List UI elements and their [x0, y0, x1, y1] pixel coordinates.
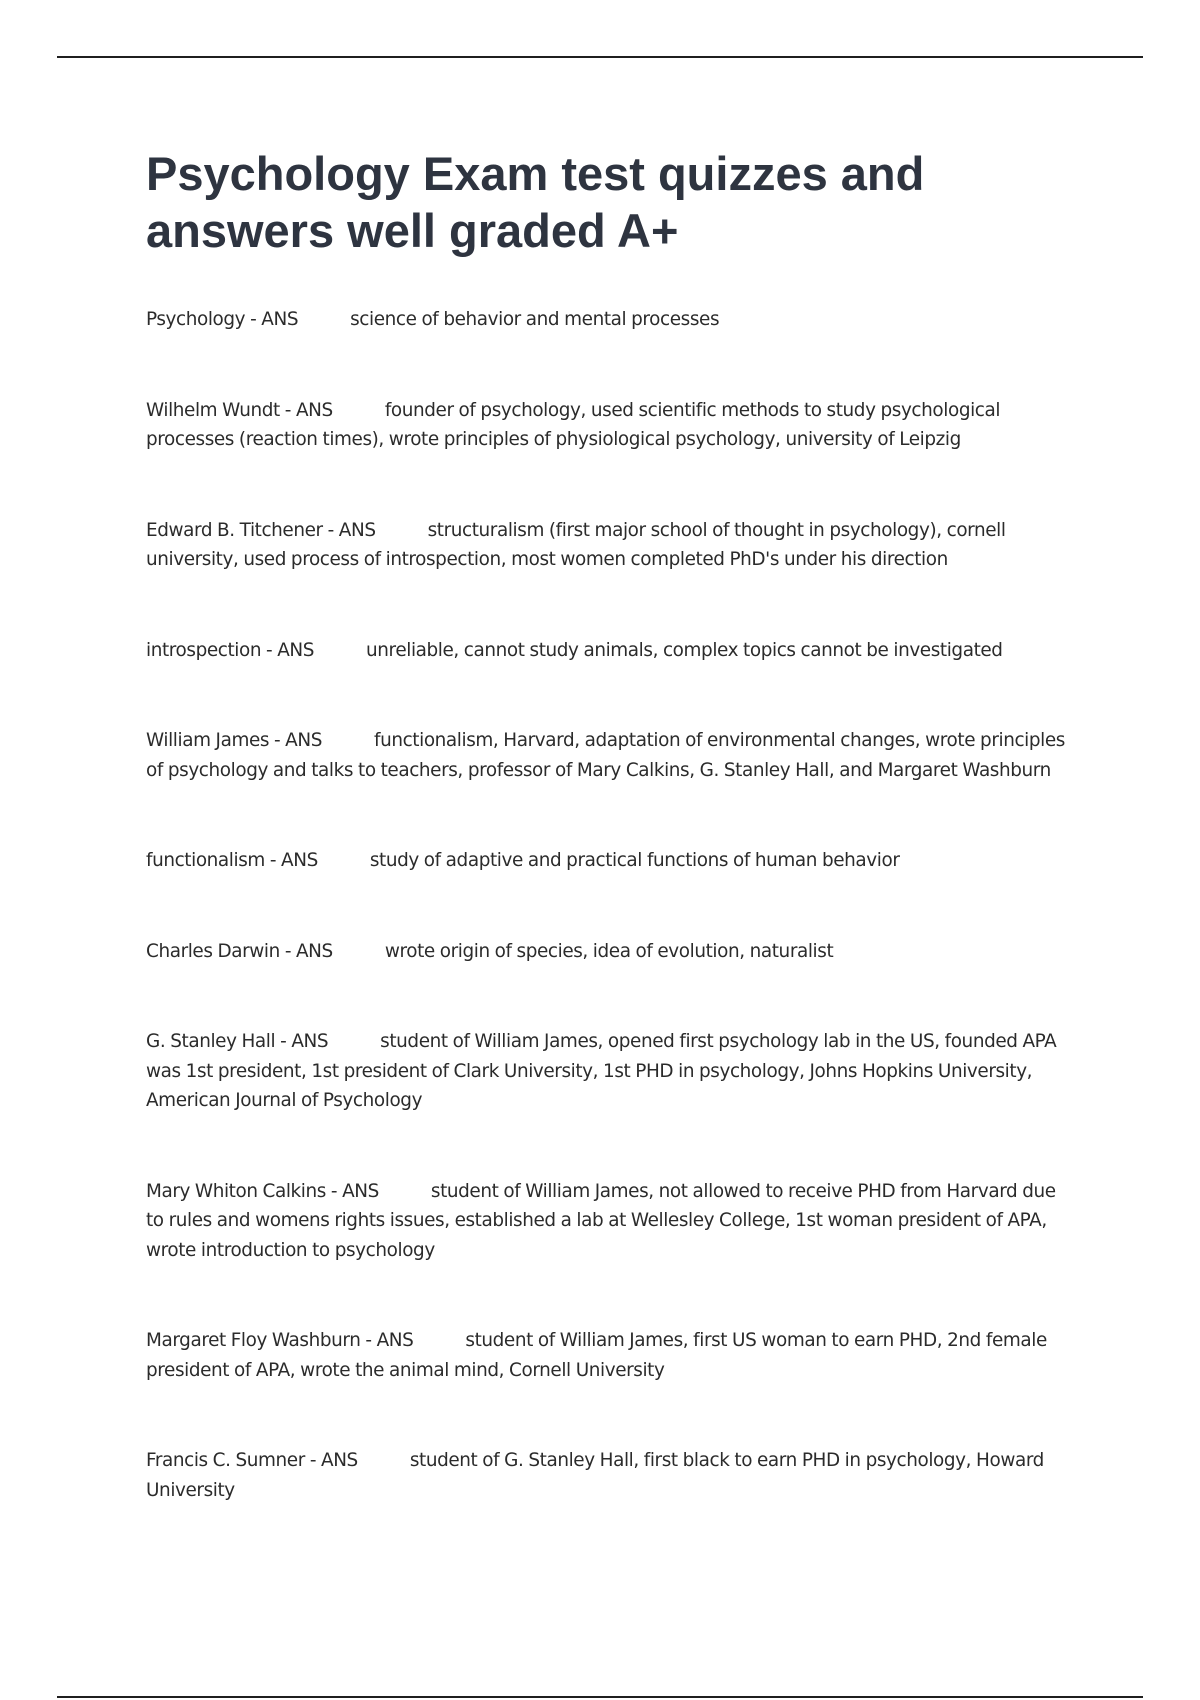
entry-term: Psychology - ANS: [146, 309, 299, 330]
entry-definition: science of behavior and mental processes: [350, 309, 720, 330]
entry-definition: founder of psychology, used scientific methods to study psychological processes (reaction times), wrote principles of physiological psychology, university of Leipzig: [146, 399, 1001, 450]
entry: [146, 1446, 1066, 1505]
entry: [146, 937, 1066, 967]
entry-definition: structuralism (first major school of thought in psychology), cornell university, used process of introspection, most women completed PhD's under his direction: [146, 519, 1006, 570]
entry-term: Edward B. Titchener - ANS: [146, 519, 376, 541]
entry: [146, 305, 1066, 335]
entry-definition: unreliable, cannot study animals, complex topics cannot be investigated: [366, 639, 1003, 661]
entry-term: introspection - ANS: [146, 639, 315, 661]
entry-definition: wrote origin of species, idea of evolution, naturalist: [384, 940, 834, 962]
entry: [146, 396, 1066, 455]
document-title: Psychology Exam test quizzes and answers well graded A+: [146, 147, 925, 257]
entry-definition: student of G. Stanley Hall, first black to earn PHD in psychology, Howard University: [146, 1450, 1044, 1501]
entry: [146, 1027, 1066, 1116]
entry-definition: student of William James, opened first psychology lab in the US, founded APA was 1st president, 1st president of Clark University, 1st PHD in psychology, Johns Hopkins University, American Journal of Psychology: [146, 1031, 1057, 1111]
entry-term: Margaret Floy Washburn - ANS: [146, 1330, 414, 1351]
entry: [146, 1326, 1066, 1385]
entry-term: Charles Darwin - ANS: [146, 940, 333, 962]
entry-term: Mary Whiton Calkins - ANS: [146, 1180, 379, 1202]
entry-definition: student of William James, first US woman to earn PHD, 2nd female president of APA, wrote the animal mind, Cornell University: [146, 1330, 1047, 1381]
entry-term: William James - ANS: [146, 730, 322, 751]
entry-term: G. Stanley Hall - ANS: [146, 1031, 329, 1052]
entry-definition: functionalism, Harvard, adaptation of environmental changes, wrote principles of psychology and talks to teachers, professor of Mary Calkins, G. Stanley Hall, and Margaret Washburn: [146, 730, 1065, 781]
bottom-rule: [57, 1696, 1143, 1698]
document-body: [146, 145, 1066, 1566]
entry-term: Francis C. Sumner - ANS: [146, 1450, 358, 1471]
entry-term: Wilhelm Wundt - ANS: [146, 399, 333, 421]
entry-definition: student of William James, not allowed to receive PHD from Harvard due to rules and womens rights issues, established a lab at Wellesley College, 1st woman president of APA, wrote introduction to psychology: [146, 1180, 1056, 1261]
entry-definition: study of adaptive and practical functions of human behavior: [369, 850, 900, 871]
entry-term: functionalism - ANS: [146, 850, 318, 871]
entry: [146, 846, 1066, 876]
entry: [146, 636, 1066, 666]
entry: [146, 1177, 1066, 1266]
entry-list: [146, 305, 1066, 1505]
entry: [146, 516, 1066, 575]
top-rule: [57, 56, 1143, 58]
entry: [146, 726, 1066, 785]
